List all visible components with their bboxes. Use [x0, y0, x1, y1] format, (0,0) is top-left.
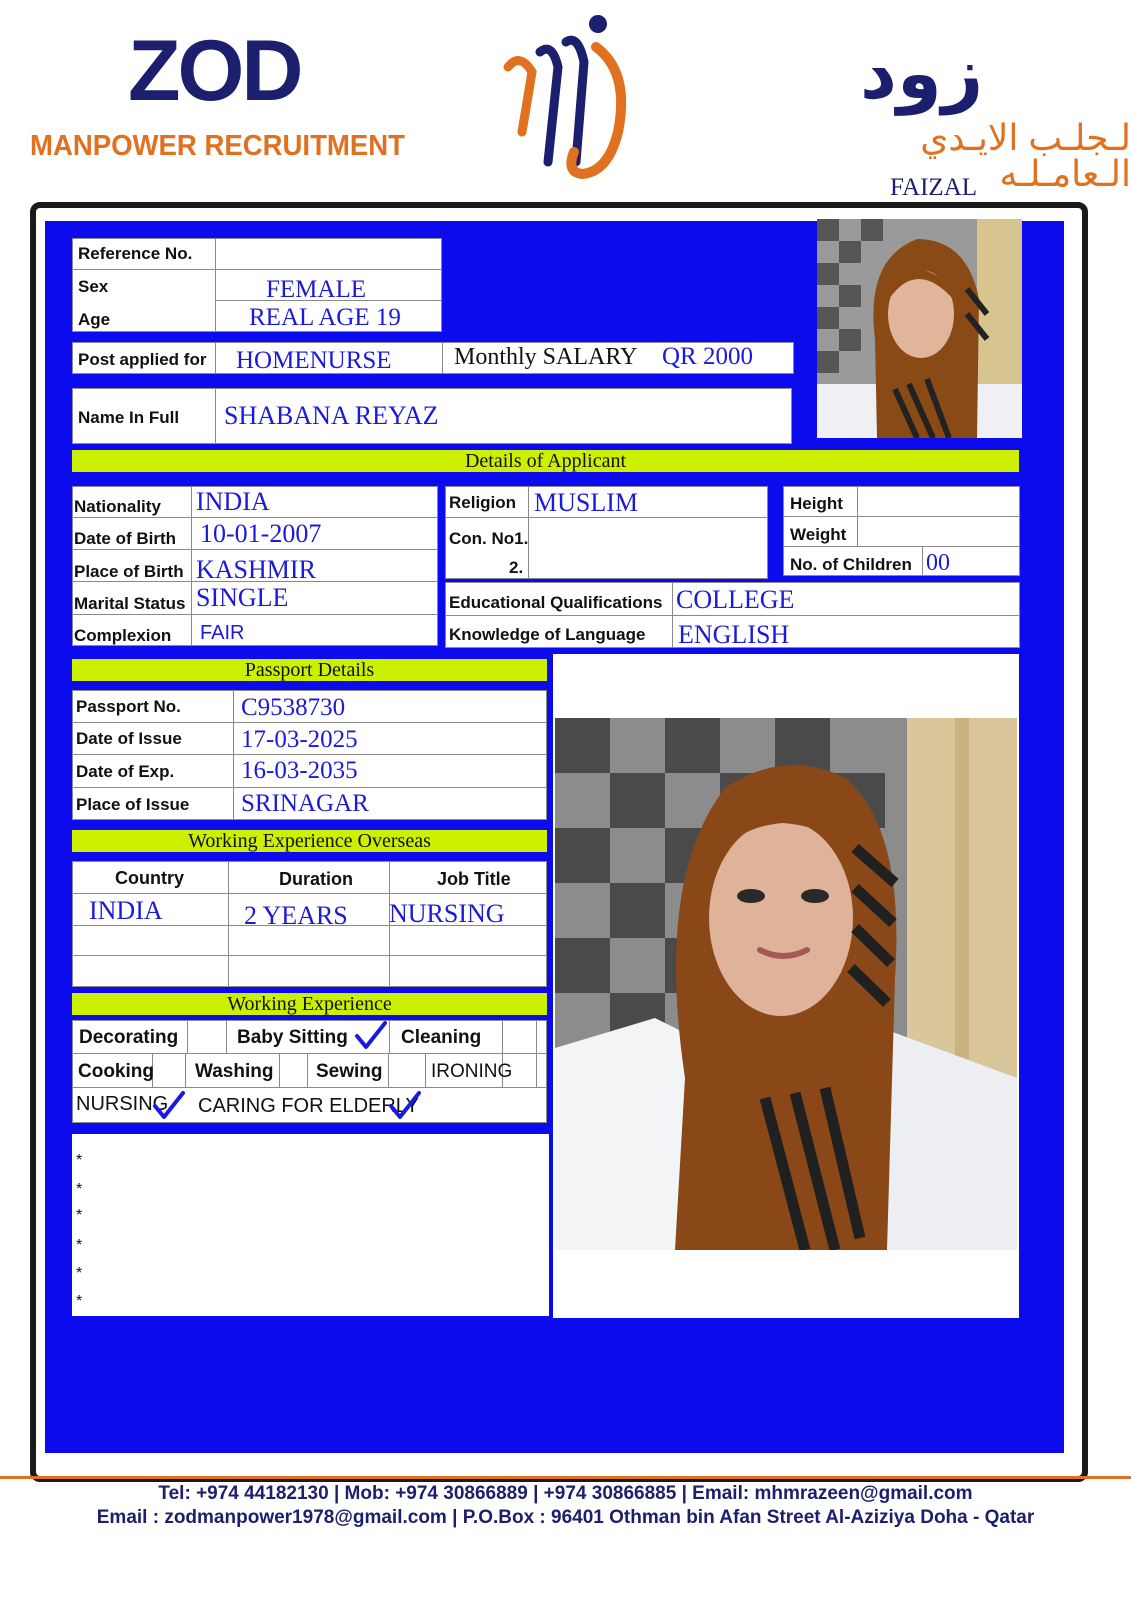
name-value: SHABANA REYAZ	[224, 401, 439, 430]
overseas-header-duration: Duration	[279, 869, 353, 889]
skill-ironing: IRONING	[431, 1061, 513, 1082]
expiry-date-value: 16-03-2035	[241, 757, 358, 784]
height-label: Height	[790, 494, 843, 513]
overseas-row-1-country: INDIA	[89, 896, 163, 925]
education-label: Educational Qualifications	[449, 593, 663, 612]
salary-value: QR 2000	[662, 343, 753, 370]
marital-value: SINGLE	[196, 583, 289, 612]
education-value: COLLEGE	[676, 585, 795, 614]
skill-cooking: Cooking	[78, 1061, 154, 1082]
religion-value: MUSLIM	[534, 488, 639, 517]
checkmark-icon	[354, 1020, 388, 1052]
reference-label: Reference No.	[78, 244, 193, 263]
notes-bullet: *	[76, 1152, 83, 1169]
nationality-value: INDIA	[196, 487, 270, 516]
children-label: No. of Children	[790, 555, 912, 574]
skills-section-title: Working Experience	[72, 993, 547, 1015]
passport-section-title: Passport Details	[72, 659, 547, 681]
brand-tagline: MANPOWER RECRUITMENT	[30, 130, 405, 162]
skill-washing: Washing	[195, 1061, 274, 1082]
arabic-brand-name: زود	[860, 34, 984, 114]
footer-contact-line-2: Email : zodmanpower1978@gmail.com | P.O.Box : 96401 Othman bin Afan Street Al-Aziziya Doha - Qatar	[96, 1507, 1035, 1528]
applicant-section-title: Details of Applicant	[72, 450, 1019, 472]
footer-divider	[0, 1476, 1131, 1479]
issue-place-value: SRINAGAR	[241, 790, 369, 817]
post-label: Post applied for	[78, 350, 207, 369]
issue-date-label: Date of Issue	[76, 729, 182, 748]
overseas-section-title: Working Experience Overseas	[72, 830, 547, 852]
notes-bullet: *	[76, 1265, 83, 1282]
pob-label: Place of Birth	[74, 562, 184, 581]
overseas-header-country: Country	[115, 868, 184, 888]
applicant-photo-large	[555, 718, 1017, 1250]
contact2-label: 2.	[509, 558, 524, 577]
skill-nursing: NURSING	[76, 1093, 169, 1115]
skill-decorating: Decorating	[79, 1027, 179, 1048]
overseas-header-job-title: Job Title	[437, 869, 511, 889]
checkmark-icon	[152, 1090, 186, 1122]
weight-label: Weight	[790, 525, 847, 544]
pob-value: KASHMIR	[196, 555, 316, 584]
expiry-date-label: Date of Exp.	[76, 762, 175, 781]
skill-caring-for-elderly: CARING FOR ELDERLY	[198, 1095, 419, 1117]
skill-baby-sitting: Baby Sitting	[237, 1027, 348, 1048]
company-logo-icon	[500, 12, 640, 182]
overseas-row-1-job-title: NURSING	[389, 899, 505, 928]
footer-contact-line-1: Tel: +974 44182130 | Mob: +974 30866889 | +974 30866885 | Email: mhmrazeen@gmail.com	[158, 1483, 973, 1504]
passport-number-label: Passport No.	[76, 697, 181, 716]
issue-date-value: 17-03-2025	[241, 726, 358, 753]
nationality-label: Nationality	[74, 497, 161, 516]
skill-sewing: Sewing	[316, 1061, 383, 1082]
contact1-label: Con. No1.	[449, 529, 529, 548]
notes-bullet: *	[76, 1293, 83, 1310]
complexion-label: Complexion	[74, 626, 172, 645]
salary-label: Monthly SALARY	[454, 344, 638, 370]
complexion-value: FAIR	[200, 622, 245, 644]
brand-name: ZOD	[128, 23, 301, 119]
marital-label: Marital Status	[74, 594, 186, 613]
age-value: REAL AGE 19	[249, 304, 401, 331]
language-value: ENGLISH	[678, 620, 790, 649]
notes-bullet: *	[76, 1207, 83, 1224]
dob-label: Date of Birth	[74, 529, 176, 548]
language-label: Knowledge of Language	[449, 625, 646, 644]
notes-bullet: *	[76, 1237, 83, 1254]
passport-number-value: C9538730	[241, 694, 346, 721]
skill-cleaning: Cleaning	[401, 1027, 482, 1048]
overseas-row-1-duration: 2 YEARS	[244, 901, 348, 930]
religion-label: Religion	[449, 493, 517, 512]
applicant-photo-small	[817, 219, 1022, 438]
issue-place-label: Place of Issue	[76, 795, 190, 814]
sex-value: FEMALE	[266, 276, 366, 303]
notes-box	[72, 1134, 549, 1316]
name-label: Name In Full	[78, 408, 180, 427]
sex-label: Sex	[78, 277, 109, 296]
agent-name: FAIZAL	[890, 174, 978, 201]
checkmark-icon	[388, 1090, 422, 1122]
arabic-brand-tagline: لـجلـب الايـدي الـعامـلـه	[920, 117, 1131, 194]
dob-value: 10-01-2007	[200, 519, 322, 548]
children-value: 00	[926, 550, 950, 576]
notes-bullet: *	[76, 1181, 83, 1198]
post-value: HOMENURSE	[236, 347, 392, 374]
age-label: Age	[78, 310, 111, 329]
